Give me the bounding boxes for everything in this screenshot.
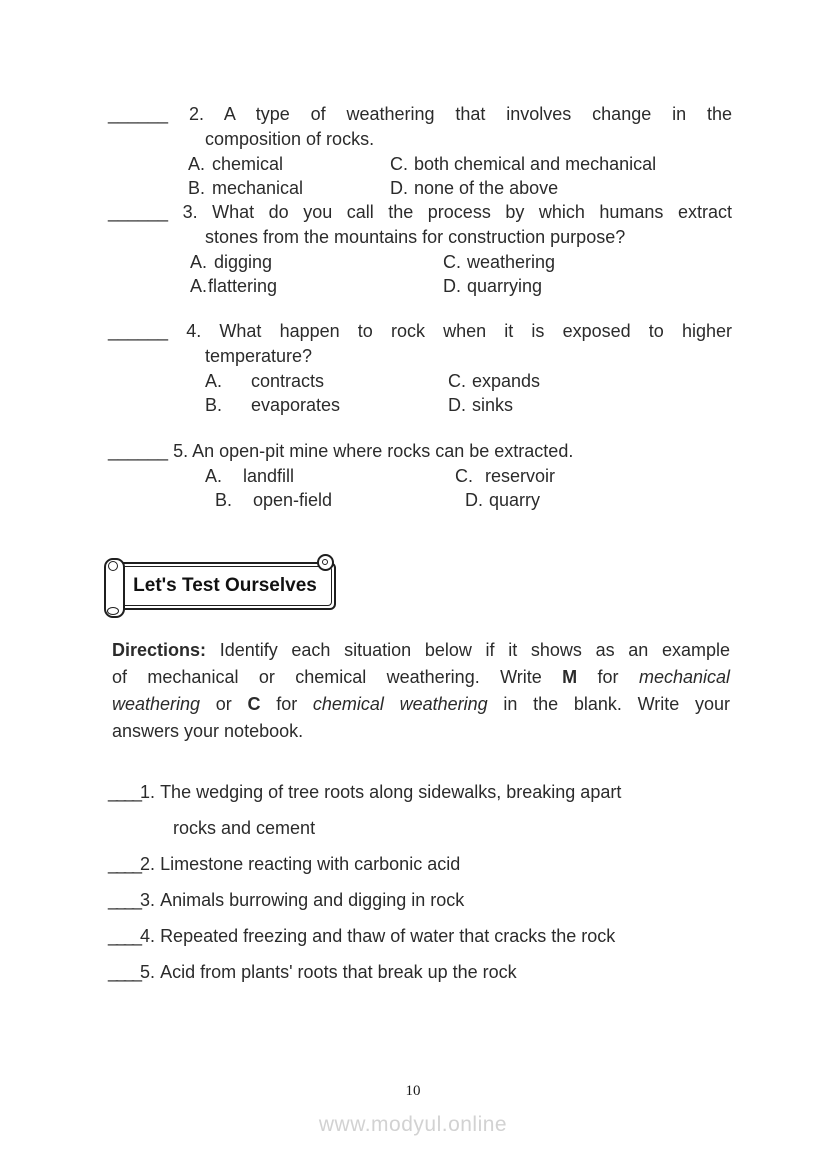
watermark-text: www.modyul.online bbox=[318, 1113, 508, 1136]
option-label: C. bbox=[448, 371, 466, 391]
test-item-3 bbox=[108, 888, 738, 924]
option-label: B. bbox=[205, 395, 223, 415]
option-label: A. bbox=[190, 252, 208, 272]
directions-line3 bbox=[112, 691, 730, 718]
question-3-line2: stones from the mountains for construction purpose? bbox=[205, 227, 626, 247]
identification-items bbox=[108, 780, 738, 996]
item-number: 2. bbox=[140, 854, 156, 874]
answer-blank: ______ bbox=[108, 202, 169, 222]
option-text: quarry bbox=[489, 490, 541, 510]
lets-test-ourselves-banner bbox=[104, 554, 338, 616]
option-d bbox=[455, 488, 732, 512]
question-5-options-row2 bbox=[205, 488, 732, 512]
option-label: D. bbox=[443, 276, 461, 296]
option-text: contracts bbox=[251, 371, 325, 391]
question-2-line2: composition of rocks. bbox=[205, 129, 375, 149]
option-label: C. bbox=[390, 154, 408, 174]
question-4-line1 bbox=[108, 319, 732, 344]
option-text: landfill bbox=[243, 466, 295, 486]
option-text: digging bbox=[214, 252, 273, 272]
question-number: 2. bbox=[188, 104, 204, 124]
scroll-banner-box bbox=[114, 562, 336, 610]
option-text: reservoir bbox=[485, 466, 556, 486]
option-text: both chemical and mechanical bbox=[414, 154, 657, 174]
question-number: 4. bbox=[186, 321, 202, 341]
question-2 bbox=[108, 102, 732, 200]
option-label: B. bbox=[188, 178, 206, 198]
option-text: weathering bbox=[467, 252, 556, 272]
directions-text: or bbox=[200, 694, 248, 714]
option-text: expands bbox=[472, 371, 541, 391]
answer-blank: ______ bbox=[108, 441, 169, 461]
directions-line2 bbox=[112, 664, 730, 691]
option-b bbox=[188, 176, 390, 200]
letter-m: M bbox=[562, 667, 578, 687]
answer-blank: ______ bbox=[108, 321, 169, 341]
option-label: C. bbox=[455, 466, 473, 486]
question-2-options-row2 bbox=[188, 176, 732, 200]
option-label: A. bbox=[205, 466, 223, 486]
answer-blank: ____ bbox=[108, 926, 141, 946]
scroll-peg-icon bbox=[317, 554, 334, 571]
item-text: Acid from plants' roots that break up the rock bbox=[160, 962, 517, 982]
option-a bbox=[188, 152, 390, 176]
item-number: 4. bbox=[140, 926, 156, 946]
directions-text: in the blank. Write your bbox=[487, 694, 730, 714]
option-d bbox=[443, 274, 732, 298]
directions-label: Directions: bbox=[112, 640, 207, 660]
option-b bbox=[205, 488, 455, 512]
directions-line1 bbox=[112, 637, 730, 664]
option-text: open-field bbox=[253, 490, 333, 510]
question-5-options-row1 bbox=[205, 464, 732, 488]
mechanical-weathering-italic: weathering bbox=[112, 694, 201, 714]
question-text: A type of weathering that involves change in the bbox=[223, 104, 732, 124]
question-5-line1 bbox=[108, 439, 732, 464]
item-text: The wedging of tree roots along sidewalks, breaking apart bbox=[160, 782, 622, 802]
answer-blank: ______ bbox=[108, 104, 169, 124]
option-d bbox=[448, 393, 732, 417]
option-c bbox=[448, 369, 732, 393]
item-text: Repeated freezing and thaw of water that cracks the rock bbox=[160, 926, 616, 946]
chemical-weathering-italic: chemical weathering bbox=[312, 694, 488, 714]
question-5 bbox=[108, 439, 732, 512]
option-label: D. bbox=[448, 395, 466, 415]
item-number: 3. bbox=[140, 890, 156, 910]
question-2-line1 bbox=[108, 102, 732, 127]
question-number: 3. bbox=[182, 202, 198, 222]
option-label: A. bbox=[205, 371, 223, 391]
option-a bbox=[205, 369, 448, 393]
directions-text: Identify each situation below if it shows as an example bbox=[206, 640, 730, 660]
option-c bbox=[455, 464, 732, 488]
option-label: D. bbox=[465, 490, 483, 510]
scroll-roll-icon bbox=[104, 558, 125, 618]
option-d bbox=[390, 176, 732, 200]
test-item-1 bbox=[108, 780, 738, 816]
option-a bbox=[190, 250, 443, 274]
banner-title: Let's Test Ourselves bbox=[133, 575, 317, 596]
question-3 bbox=[108, 200, 732, 298]
scroll-peg-inner bbox=[322, 559, 328, 565]
option-label: D. bbox=[390, 178, 408, 198]
test-item-2 bbox=[108, 852, 738, 888]
option-text: flattering bbox=[208, 276, 278, 296]
item-text: Limestone reacting with carbonic acid bbox=[160, 854, 461, 874]
option-c bbox=[390, 152, 732, 176]
item-number: 5. bbox=[140, 962, 156, 982]
question-3-line1 bbox=[108, 200, 732, 225]
page-number: 10 bbox=[405, 1083, 421, 1099]
test-item-4 bbox=[108, 924, 738, 960]
question-4-options-row1 bbox=[205, 369, 732, 393]
question-3-options-row1 bbox=[190, 250, 732, 274]
option-label: A. bbox=[190, 276, 208, 296]
directions-text: of mechanical or chemical weathering. Write bbox=[112, 667, 563, 687]
option-text: evaporates bbox=[251, 395, 341, 415]
item-number: 1. bbox=[140, 782, 156, 802]
directions-paragraph bbox=[112, 637, 730, 745]
option-text: sinks bbox=[472, 395, 514, 415]
option-text: mechanical bbox=[212, 178, 304, 198]
question-4-options-row2 bbox=[205, 393, 732, 417]
answer-blank: ____ bbox=[108, 854, 141, 874]
answer-blank: ____ bbox=[108, 962, 141, 982]
directions-text: for bbox=[260, 694, 313, 714]
option-b bbox=[205, 393, 448, 417]
directions-text: for bbox=[577, 667, 639, 687]
test-item-1-line2: rocks and cement bbox=[173, 818, 316, 838]
answer-blank: ____ bbox=[108, 890, 141, 910]
item-text: Animals burrowing and digging in rock bbox=[160, 890, 465, 910]
question-4 bbox=[108, 319, 732, 417]
option-c bbox=[443, 250, 732, 274]
option-a bbox=[205, 464, 455, 488]
letter-c: C bbox=[247, 694, 261, 714]
option-label: A. bbox=[188, 154, 206, 174]
question-2-options-row1 bbox=[188, 152, 732, 176]
option-label: B. bbox=[215, 490, 233, 510]
test-item-5 bbox=[108, 960, 738, 996]
mechanical-weathering-italic: mechanical bbox=[638, 667, 730, 687]
question-number: 5. bbox=[173, 441, 189, 461]
question-3-options-row2 bbox=[190, 274, 732, 298]
question-text: What happen to rock when it is exposed to higher bbox=[219, 321, 732, 341]
option-text: none of the above bbox=[414, 178, 559, 198]
option-a2 bbox=[190, 274, 443, 298]
question-text: An open-pit mine where rocks can be extracted. bbox=[192, 441, 574, 461]
option-text: quarrying bbox=[467, 276, 543, 296]
directions-line4: answers your notebook. bbox=[112, 721, 304, 741]
option-label: C. bbox=[443, 252, 461, 272]
question-text: What do you call the process by which humans extract bbox=[212, 202, 732, 222]
answer-blank: ____ bbox=[108, 782, 141, 802]
question-4-line2: temperature? bbox=[205, 346, 313, 366]
option-text: chemical bbox=[212, 154, 284, 174]
